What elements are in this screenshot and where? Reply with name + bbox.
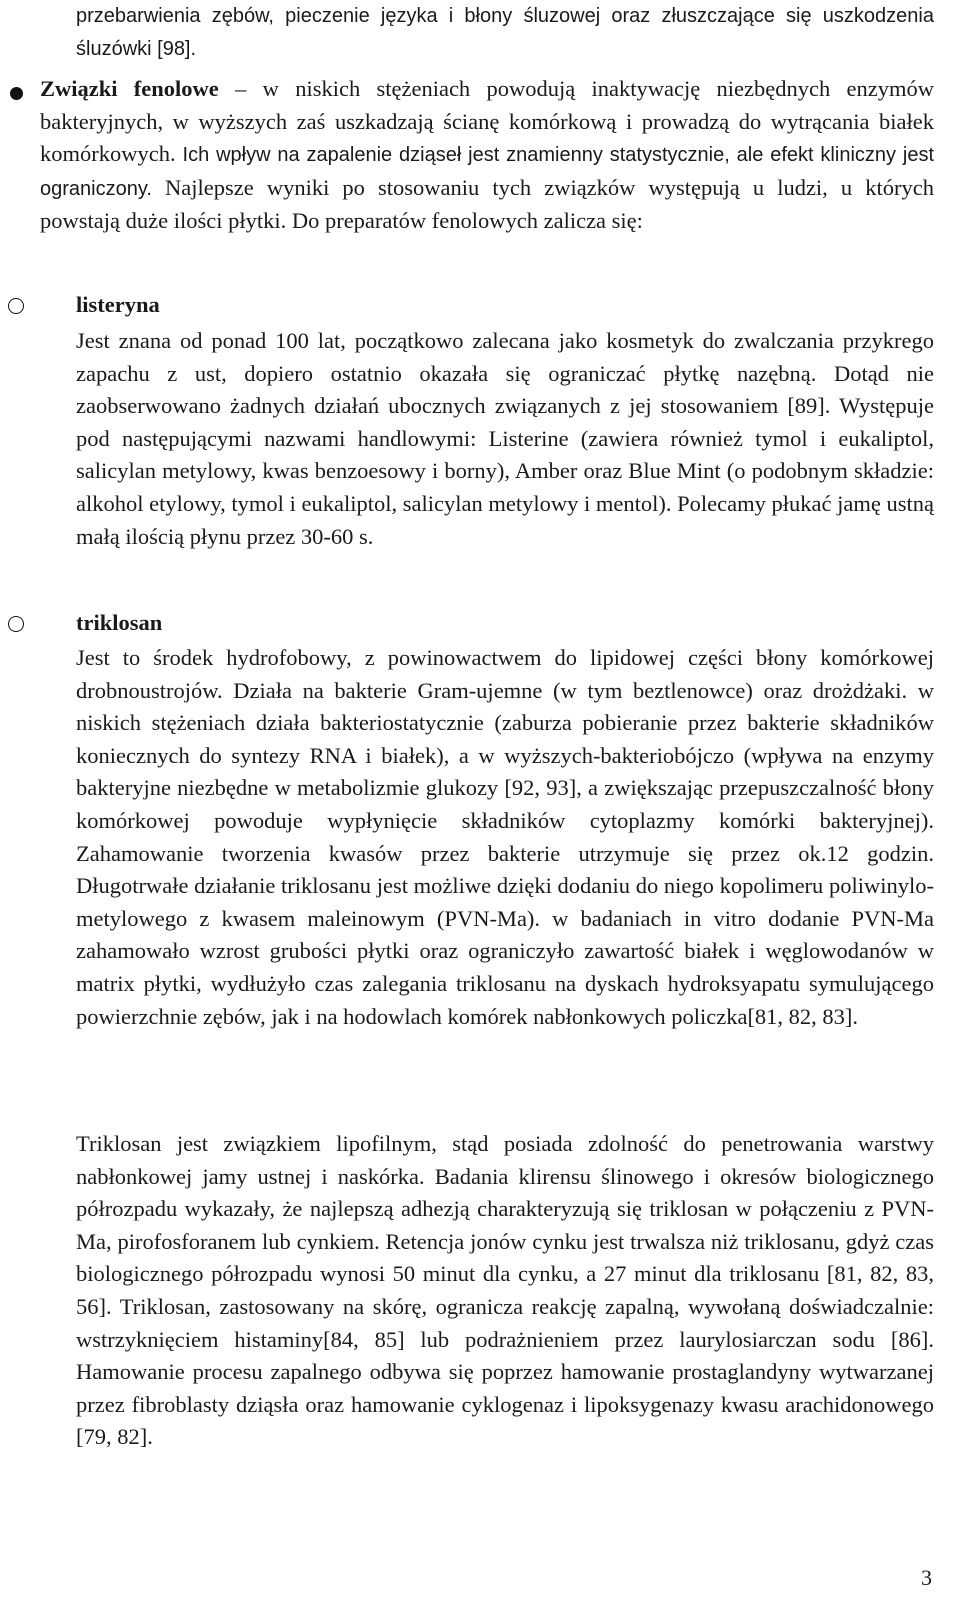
phenols-paragraph xyxy=(40,73,934,238)
listeryna-title: listeryna xyxy=(76,292,160,317)
triklosan-body: Jest to środek hydrofobowy, z powinowactwem do lipidowej części błony komórkowej drobnoustrojów. Działa na bakterie Gram-ujemne (w tym beztlenowce) oraz drożdżaki. w niskich stężeniach działa bakteriostatycznie (zaburza pobieranie przez bakterie składników koniecznych do syntezy RNA i białek), a w wyższych-bakteriobójczo (wpływa na enzymy bakteryjne niezbędne w metabolizmie glukozy [92, 93], a zwiększając przepuszczalność błony komórkowej powoduje wypłynięcie składników cytoplazmy komórki bakteryjnej). Zahamowanie tworzenia kwasów przez bakterie utrzymuje się przez ok.12 godzin. Długotrwałe działanie triklosanu jest możliwe dzięki dodaniu do niego kopolimeru poliwinylo-metylowego z kwasem maleinowym (PVN-Ma). w badaniach in vitro dodanie PVN-Ma zahamowało wzrost grubości płytki oraz ograniczyło zawartość białek i węglowodanów w matrix płytki, wydłużyło czas zalegania triklosanu na dyskach hydroksyapatu symulującego powierzchnie zębów, jak i na hodowlach komórek nabłonkowych policzka[81, 82, 83]. xyxy=(76,645,934,1029)
circle-bullet-icon xyxy=(8,298,24,314)
bullet-dot-icon xyxy=(10,87,23,100)
circle-bullet-icon xyxy=(8,616,24,632)
phenols-text-c: Najlepsze wyniki po stosowaniu tych związków występują u ludzi, u których powstają duże ilości płytki. Do preparatów fenolowych zalicza się: xyxy=(40,174,934,234)
phenols-text-a: – w niskich stężeniach powodują inaktywację niezbędnych enzymów bakteryjnych, w wyższych zaś uszkadzają ścianę komórkową i prowadzą do wytrącania białek komórkowych. xyxy=(40,76,934,167)
phenols-term: Związki fenolowe xyxy=(40,76,219,101)
intro-paragraph: przebarwienia zębów, pieczenie języka i błony śluzowej oraz złuszczające się uszkodzenia śluzówki [98]. xyxy=(76,5,934,60)
listeryna-body: Jest znana od ponad 100 lat, początkowo zalecana jako kosmetyk do zwalczania przykrego zapachu z ust, dopiero ostatnio okazała się ograniczać płytkę nazębną. Dotąd nie zaobserwowano żadnych działań ubocznych związanych z jej stosowaniem [89]. Występuje pod następującymi nazwami handlowymi: Listerine (zawiera również tymol i eukaliptol, salicylan metylowy, kwas benzoesowy i borny), Amber oraz Blue Mint (o podobnym składzie: alkohol etylowy, tymol i eukaliptol, salicylan metylowy i mentol). Polecamy płukać jamę ustną małą ilością płynu przez 30-60 s. xyxy=(76,328,934,549)
page-number: 3 xyxy=(921,1565,932,1590)
triklosan-body-2: Triklosan jest związkiem lipofilnym, stąd posiada zdolność do penetrowania warstwy nabłonkowej jamy ustnej i naskórka. Badania klirensu ślinowego i okresów biologicznego półrozpadu wykazały, że najlepszą adhezją charakteryzują się triklosan w połączeniu z PVN-Ma, pirofosforanem lub cynkiem. Retencja jonów cynku jest trwalsza niż triklosanu, gdyż czas biologicznego półrozpadu wynosi 50 minut dla cynku, a 27 minut dla triklosanu [81, 82, 83, 56]. Triklosan, zastosowany na skórę, ogranicza reakcję zapalną, wywołaną doświadczalnie: wstrzyknięciem histaminy[84, 85] lub podrażnieniem przez laurylosiarczan sodu [86]. Hamowanie procesu zapalnego odbywa się poprzez hamowanie prostaglandyny wytwarzanej przez fibroblasty dziąsła oraz hamowanie cyklogenaz i lipoksygenazy kwasu arachidonowego [79, 82]. xyxy=(76,1131,934,1450)
triklosan-title: triklosan xyxy=(76,610,163,635)
phenols-text-b: Ich wpływ na zapalenie dziąseł jest znamienny statystycznie, ale efekt kliniczny jest ograniczony. xyxy=(40,144,934,200)
